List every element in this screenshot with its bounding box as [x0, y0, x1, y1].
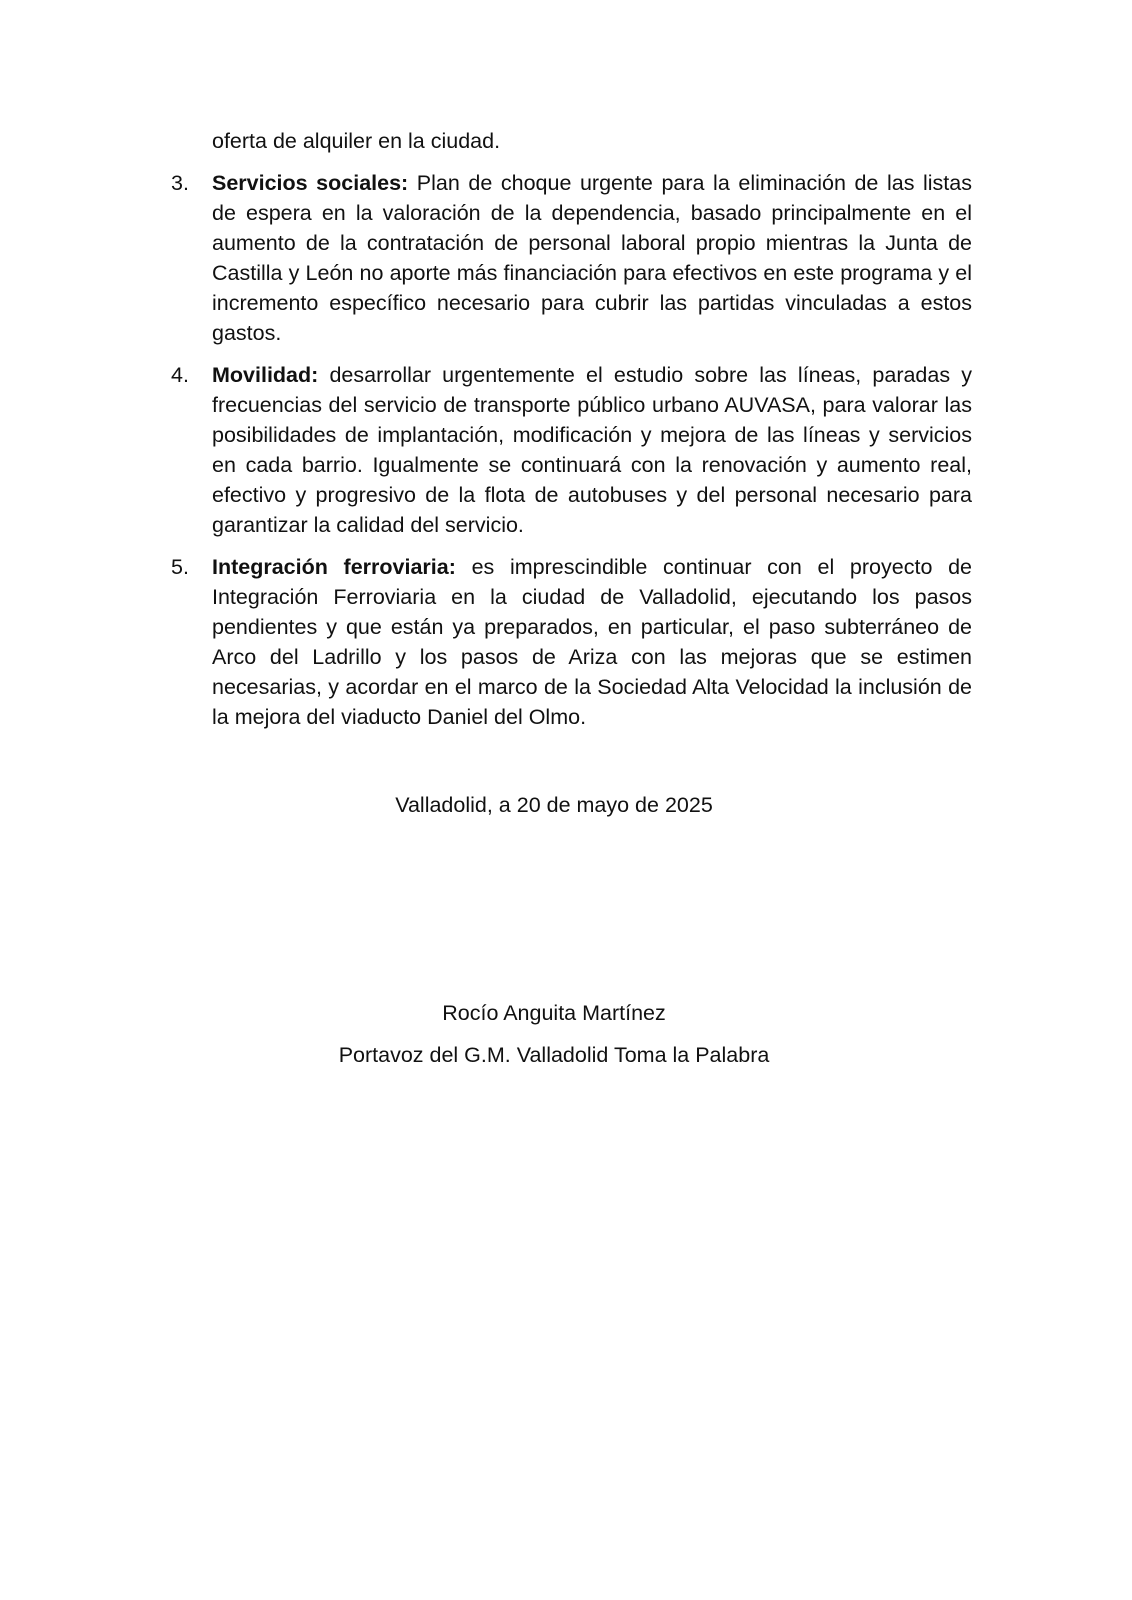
- item-title: Integración ferroviaria:: [212, 555, 456, 579]
- list-item-movilidad: [171, 360, 972, 540]
- signer-name: Rocío Anguita Martínez: [442, 1001, 666, 1025]
- signer-role: Portavoz del G.M. Valladolid Toma la Palabra: [338, 1043, 770, 1067]
- date-line: Valladolid, a 20 de mayo de 2025: [395, 793, 713, 817]
- list-item-integracion-ferroviaria: [171, 552, 972, 732]
- item-title: Servicios sociales:: [212, 171, 409, 195]
- item-text: Plan de choque urgente para la eliminación de las listas de espera en la valoración de la dependencia, basado principalmente en el aumento de la contratación de personal laboral propio mientras la Junta de Castilla y León no aporte más financiación para efectivos en este programa y el incremento específico necesario para cubrir las partidas vinculadas a estos gastos.: [212, 171, 972, 345]
- list-item-servicios-sociales: [171, 168, 972, 348]
- list-number: 5.: [171, 555, 189, 579]
- item-title: Movilidad:: [212, 363, 319, 387]
- item-text: es imprescindible continuar con el proyecto de Integración Ferroviaria en la ciudad de Valladolid, ejecutando los pasos pendientes y que están ya preparados, en particular, el paso subterráneo de Arco del Ladrillo y los pasos de Ariza con las mejoras que se estimen necesarias, y acordar en el marco de la Sociedad Alta Velocidad la inclusión de la mejora del viaducto Daniel del Olmo.: [212, 555, 972, 729]
- document-body: [171, 126, 972, 744]
- continuation-paragraph: oferta de alquiler en la ciudad.: [212, 129, 501, 153]
- list-number: 4.: [171, 363, 189, 387]
- list-number: 3.: [171, 171, 189, 195]
- item-text: desarrollar urgentemente el estudio sobre las líneas, paradas y frecuencias del servicio de transporte público urbano AUVASA, para valorar las posibilidades de implantación, modificación y mejora de las líneas y servicios en cada barrio. Igualmente se continuará con la renovación y aumento real, efectivo y progresivo de la flota de autobuses y del personal necesario para garantizar la calidad del servicio.: [212, 363, 972, 537]
